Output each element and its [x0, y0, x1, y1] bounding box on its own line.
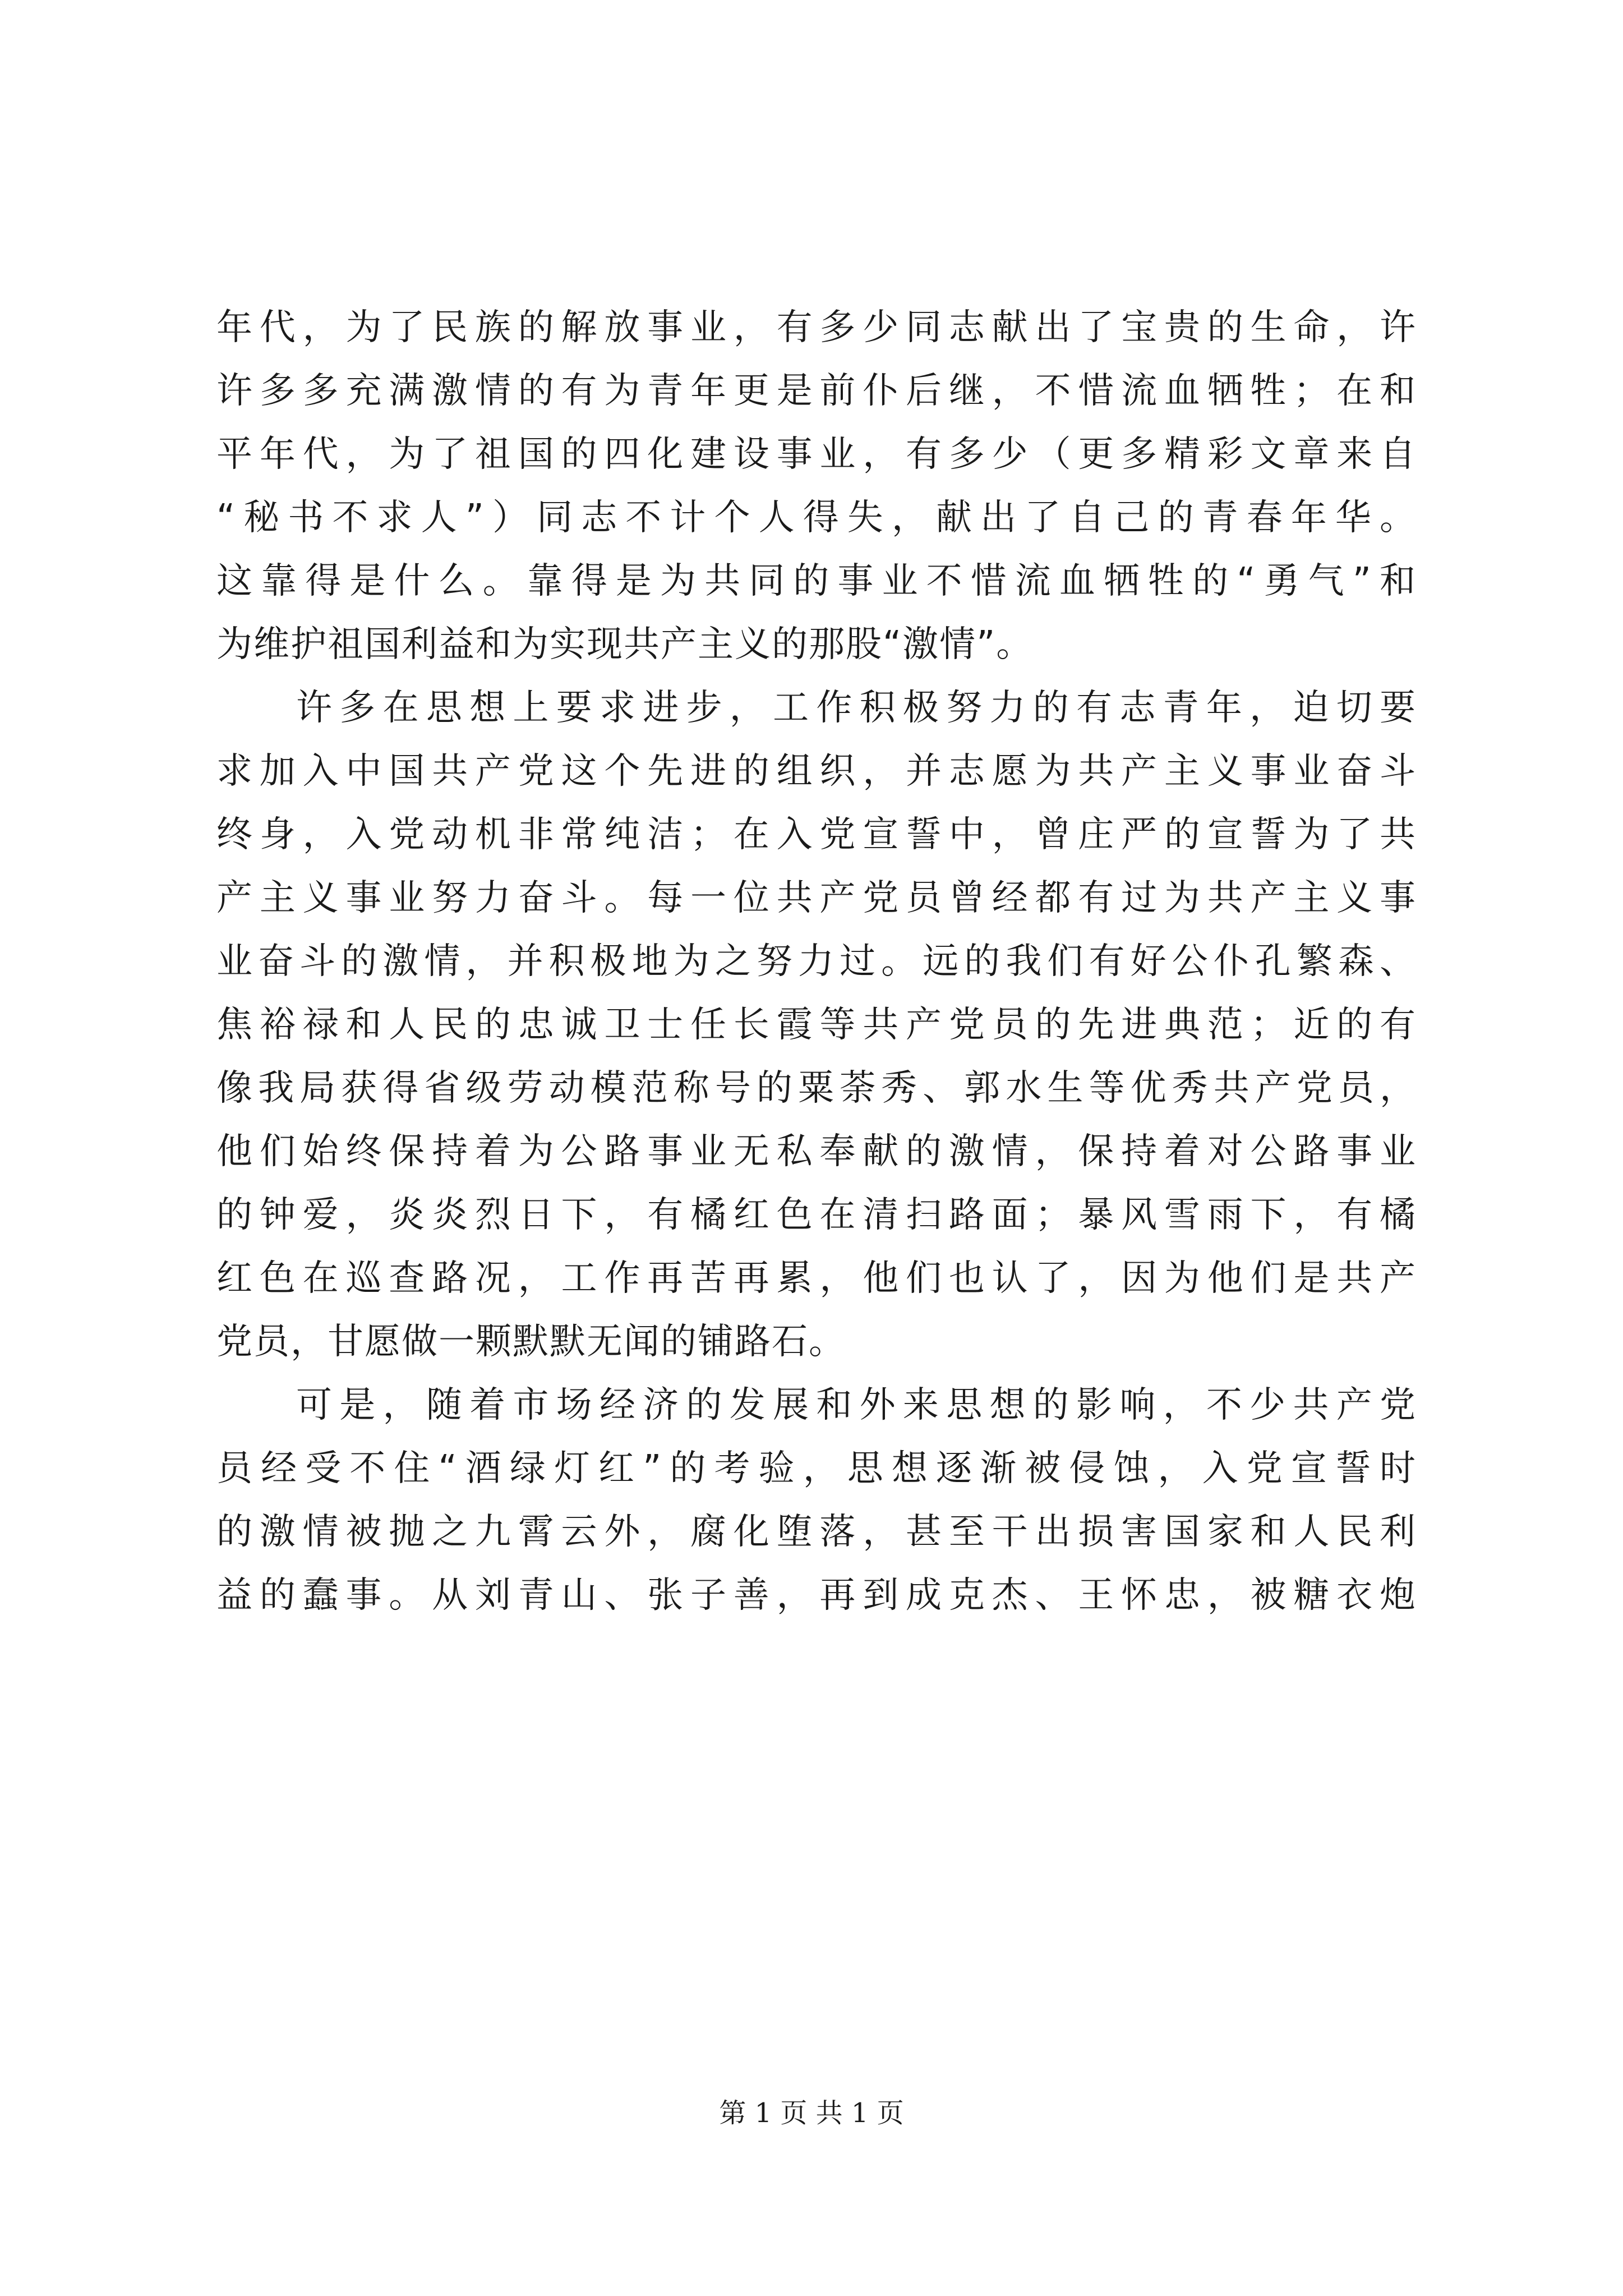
- paragraph-line: 员经受不住“酒绿灯红”的考验，思想逐渐被侵蚀，入党宣誓时: [216, 1448, 1417, 1489]
- paragraph-line: 他们始终保持着为公路事业无私奉献的激情，保持着对公路事业: [216, 1131, 1417, 1172]
- paragraph-line: 党员，甘愿做一颗默默无闻的铺路石。: [216, 1321, 846, 1363]
- paragraph-line: 像我局获得省级劳动模范称号的粟荼秀、郭水生等优秀共产党员，: [216, 1068, 1417, 1109]
- paragraph-line: 益的蠢事。从刘青山、张子善，再到成克杰、王怀忠，被糖衣炮: [216, 1575, 1417, 1616]
- paragraph-line: 的钟爱，炎炎烈日下，有橘红色在清扫路面；暴风雪雨下，有橘: [216, 1194, 1417, 1236]
- paragraph-line: 焦裕禄和人民的忠诚卫士任长霞等共产党员的先进典范；近的有: [216, 1004, 1417, 1046]
- paragraph-line: 产主义事业努力奋斗。每一位共产党员曾经都有过为共产主义事: [216, 877, 1417, 919]
- page-footer: 第 1 页 共 1 页: [719, 2097, 904, 2129]
- paragraph-line: 求加入中国共产党这个先进的组织，并志愿为共产主义事业奋斗: [216, 751, 1417, 792]
- paragraph-line: 可是，随着市场经济的发展和外来思想的影响，不少共产党: [296, 1384, 1417, 1426]
- paragraph: [216, 1374, 1417, 1627]
- paragraph-line: 这靠得是什么。靠得是为共同的事业不惜流血牺牲的“勇气”和: [216, 560, 1417, 602]
- document-body: [216, 296, 1417, 1627]
- paragraph-line: “秘书不求人”）同志不计个人得失，献出了自己的青春年华。: [216, 497, 1417, 539]
- paragraph-line: 许多多充满激情的有为青年更是前仆后继，不惜流血牺牲；在和: [216, 370, 1417, 412]
- paragraph: [216, 677, 1417, 1374]
- paragraph-line: 业奋斗的激情，并积极地为之努力过。远的我们有好公仆孔繁森、: [216, 941, 1417, 982]
- paragraph: [216, 296, 1417, 677]
- paragraph-line: 许多在思想上要求进步，工作积极努力的有志青年，迫切要: [296, 687, 1417, 729]
- paragraph-line: 为维护祖国利益和为实现共产主义的那股“激情”。: [216, 624, 1034, 665]
- paragraph-line: 红色在巡查路况，工作再苦再累，他们也认了，因为他们是共产: [216, 1258, 1417, 1299]
- paragraph-line: 的激情被抛之九霄云外，腐化堕落，甚至干出损害国家和人民利: [216, 1511, 1417, 1553]
- paragraph-line: 年代，为了民族的解放事业，有多少同志献出了宝贵的生命，许: [216, 307, 1417, 348]
- paragraph-line: 终身，入党动机非常纯洁；在入党宣誓中，曾庄严的宣誓为了共: [216, 814, 1417, 855]
- paragraph-line: 平年代，为了祖国的四化建设事业，有多少（更多精彩文章来自: [216, 434, 1417, 475]
